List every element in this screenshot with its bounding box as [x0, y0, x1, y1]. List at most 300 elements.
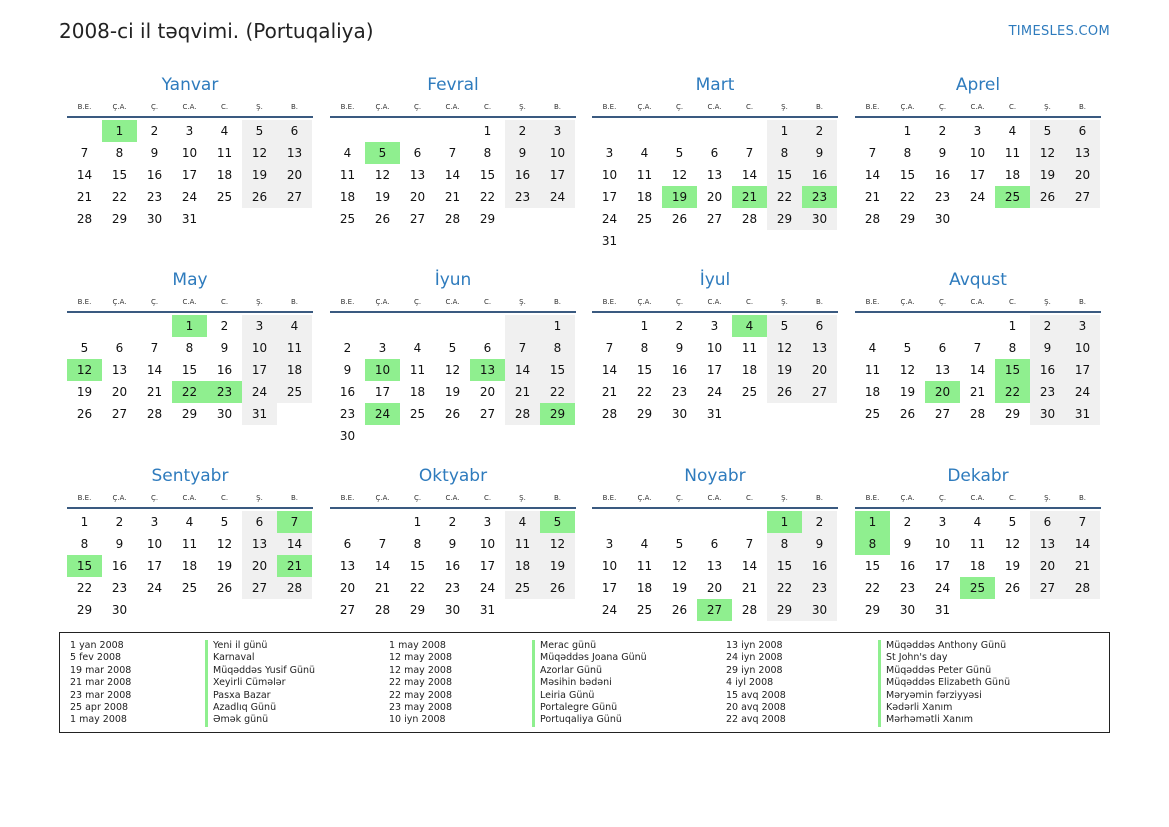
- empty-cell: [697, 511, 732, 533]
- weekday-header: [67, 100, 313, 114]
- day-cell: 27: [1065, 186, 1100, 208]
- empty-cell: [1030, 599, 1065, 621]
- day-cell: 4: [868, 341, 877, 355]
- day-cell: 12: [444, 363, 461, 377]
- day-cell: 3: [605, 537, 614, 551]
- holiday-day-cell: 5: [365, 142, 400, 164]
- day-cell: 10: [146, 537, 163, 551]
- day-cell: 26: [374, 212, 391, 226]
- weekday-label: B.E.: [865, 298, 880, 306]
- holiday-day-cell: 20: [925, 381, 960, 403]
- day-cell: 26: [540, 577, 575, 599]
- day-cell: 13: [242, 533, 277, 555]
- day-cell: 21: [374, 581, 391, 595]
- day-cell: 10: [601, 559, 618, 573]
- day-cell: 24: [479, 581, 496, 595]
- day-cell: 28: [864, 212, 881, 226]
- page-title: 2008-ci il təqvimi. (Portuqaliya): [59, 19, 374, 43]
- empty-cell: [470, 425, 505, 447]
- empty-cell: [242, 208, 277, 230]
- day-cell: 4: [413, 341, 422, 355]
- day-cell: 17: [706, 363, 723, 377]
- weekday-header: [330, 295, 576, 309]
- day-cell: 20: [479, 385, 496, 399]
- month-name: İyun: [434, 270, 472, 290]
- weekday-label: C.A.: [970, 494, 985, 502]
- empty-cell: [400, 315, 435, 337]
- holiday-date: 15 avq 2008: [726, 689, 786, 701]
- day-cell: 28: [969, 407, 986, 421]
- empty-cell: [732, 230, 767, 252]
- day-cell: 30: [802, 599, 837, 621]
- day-cell: 11: [409, 363, 426, 377]
- day-cell: 6: [483, 341, 492, 355]
- day-cell: 27: [242, 577, 277, 599]
- day-cell: 12: [671, 168, 688, 182]
- day-grid: [855, 511, 1101, 621]
- holiday-name: Portalegre Günü: [532, 702, 647, 714]
- weekday-label: B.E.: [340, 103, 355, 111]
- day-cell: 14: [969, 363, 986, 377]
- day-cell: 25: [864, 407, 881, 421]
- day-cell: 23: [1030, 381, 1065, 403]
- holiday-name: Pasxa Bazar: [205, 690, 315, 702]
- day-cell: 30: [802, 208, 837, 230]
- weekday-label: B.: [1078, 298, 1087, 306]
- holiday-name: Müqəddəs Peter Günü: [878, 665, 1010, 677]
- header-divider: [330, 507, 576, 509]
- day-cell: 2: [938, 124, 947, 138]
- day-cell: 10: [1065, 337, 1100, 359]
- holiday-name: Məryəmin fərziyyəsi: [878, 690, 1010, 702]
- day-grid: [592, 120, 838, 252]
- day-cell: 8: [640, 341, 649, 355]
- day-cell: 28: [444, 212, 461, 226]
- empty-cell: [995, 208, 1030, 230]
- header-divider: [592, 311, 838, 313]
- empty-cell: [505, 599, 540, 621]
- header-divider: [67, 507, 313, 509]
- weekday-label: Ç.A.: [900, 298, 915, 306]
- empty-cell: [732, 120, 767, 142]
- day-cell: 29: [479, 212, 496, 226]
- holiday-date: 22 may 2008: [389, 677, 453, 689]
- month-block: [855, 269, 1101, 425]
- day-grid: [330, 315, 576, 447]
- holiday-day-cell: 5: [540, 511, 575, 533]
- holiday-date: 12 may 2008: [389, 652, 453, 664]
- day-cell: 13: [277, 142, 312, 164]
- day-cell: 11: [1004, 146, 1021, 160]
- day-cell: 10: [479, 537, 496, 551]
- holiday-name: Müqəddəs Yusif Günü: [205, 665, 315, 677]
- weekday-label: B.: [815, 298, 824, 306]
- day-cell: 31: [706, 407, 723, 421]
- day-cell: 20: [111, 385, 128, 399]
- day-cell: 8: [115, 146, 124, 160]
- day-cell: 16: [111, 559, 128, 573]
- day-cell: 18: [409, 385, 426, 399]
- day-cell: 24: [601, 212, 618, 226]
- empty-cell: [67, 120, 102, 142]
- empty-cell: [802, 403, 837, 425]
- day-cell: 23: [339, 407, 356, 421]
- day-cell: 26: [444, 407, 461, 421]
- day-cell: 14: [741, 168, 758, 182]
- day-cell: 6: [242, 511, 277, 533]
- day-cell: 24: [540, 186, 575, 208]
- month-block: [855, 465, 1101, 621]
- day-cell: 7: [150, 341, 159, 355]
- day-cell: 30: [216, 407, 233, 421]
- day-cell: 17: [181, 168, 198, 182]
- day-cell: 22: [76, 581, 93, 595]
- holiday-day-cell: 1: [855, 511, 890, 533]
- day-cell: 8: [413, 537, 422, 551]
- day-cell: 27: [409, 212, 426, 226]
- day-cell: 29: [409, 603, 426, 617]
- empty-cell: [365, 120, 400, 142]
- day-cell: 28: [146, 407, 163, 421]
- day-cell: 10: [242, 337, 277, 359]
- day-cell: 3: [1065, 315, 1100, 337]
- weekday-label: C.: [745, 298, 754, 306]
- weekday-label: C.: [220, 494, 229, 502]
- day-cell: 26: [1004, 581, 1021, 595]
- day-cell: 7: [505, 337, 540, 359]
- day-cell: 14: [444, 168, 461, 182]
- day-cell: 3: [973, 124, 982, 138]
- day-cell: 19: [540, 555, 575, 577]
- empty-cell: [242, 599, 277, 621]
- empty-cell: [627, 511, 662, 533]
- month-name: Yanvar: [161, 75, 219, 95]
- weekday-label: Ç.: [675, 103, 684, 111]
- weekday-label: B.: [553, 103, 562, 111]
- month-name: Dekabr: [947, 466, 1009, 486]
- holiday-day-cell: 29: [540, 403, 575, 425]
- day-cell: 5: [220, 515, 229, 529]
- day-cell: 29: [636, 407, 653, 421]
- weekday-label: C.: [220, 103, 229, 111]
- day-cell: 21: [146, 385, 163, 399]
- holiday-name: Karnaval: [205, 652, 315, 664]
- day-cell: 14: [601, 363, 618, 377]
- weekday-label: B.E.: [602, 298, 617, 306]
- day-cell: 15: [864, 559, 881, 573]
- weekday-label: Ş.: [781, 103, 788, 111]
- day-cell: 20: [277, 164, 312, 186]
- day-cell: 3: [185, 124, 194, 138]
- day-cell: 14: [374, 559, 391, 573]
- day-cell: 30: [1030, 403, 1065, 425]
- weekday-label: Ç.A.: [112, 494, 127, 502]
- day-cell: 3: [483, 515, 492, 529]
- day-grid: [855, 120, 1101, 230]
- day-cell: 25: [741, 385, 758, 399]
- day-cell: 3: [605, 146, 614, 160]
- empty-cell: [662, 230, 697, 252]
- weekday-label: C.A.: [707, 103, 722, 111]
- day-cell: 30: [444, 603, 461, 617]
- month-name: Fevral: [427, 75, 479, 95]
- empty-cell: [995, 599, 1030, 621]
- day-cell: 28: [601, 407, 618, 421]
- holiday-day-cell: 22: [995, 381, 1030, 403]
- weekday-label: Ç.A.: [112, 298, 127, 306]
- day-cell: 13: [706, 168, 723, 182]
- day-cell: 30: [899, 603, 916, 617]
- day-cell: 13: [409, 168, 426, 182]
- day-cell: 8: [1008, 341, 1017, 355]
- day-cell: 30: [671, 407, 688, 421]
- holiday-day-cell: 4: [732, 315, 767, 337]
- weekday-label: B.E.: [340, 494, 355, 502]
- weekday-label: Ç.: [150, 494, 159, 502]
- weekday-label: Ş.: [781, 298, 788, 306]
- weekday-header: [855, 100, 1101, 114]
- day-cell: 19: [899, 385, 916, 399]
- day-cell: 30: [339, 429, 356, 443]
- weekday-label: Ş.: [519, 298, 526, 306]
- day-cell: 26: [242, 186, 277, 208]
- month-block: [330, 74, 576, 230]
- day-cell: 12: [767, 337, 802, 359]
- day-cell: 17: [601, 581, 618, 595]
- holiday-name: Məsihin bədəni: [532, 677, 647, 689]
- day-cell: 22: [111, 190, 128, 204]
- day-cell: 31: [242, 403, 277, 425]
- legend-name-column: [878, 640, 1010, 727]
- day-cell: 11: [277, 337, 312, 359]
- weekday-label: Ç.: [413, 298, 422, 306]
- month-name: Aprel: [955, 75, 1001, 95]
- weekday-label: Ç.: [675, 494, 684, 502]
- day-cell: 27: [706, 212, 723, 226]
- day-cell: 28: [505, 403, 540, 425]
- day-cell: 6: [1065, 120, 1100, 142]
- day-cell: 8: [767, 533, 802, 555]
- month-block: [330, 465, 576, 621]
- weekday-header: [855, 295, 1101, 309]
- day-cell: 21: [864, 190, 881, 204]
- day-cell: 16: [899, 559, 916, 573]
- day-cell: 24: [146, 581, 163, 595]
- day-cell: 2: [505, 120, 540, 142]
- day-cell: 31: [1065, 403, 1100, 425]
- day-cell: 20: [1065, 164, 1100, 186]
- day-cell: 14: [864, 168, 881, 182]
- empty-cell: [365, 425, 400, 447]
- day-cell: 26: [1030, 186, 1065, 208]
- holiday-name: Kədərli Xanım: [878, 702, 1010, 714]
- empty-cell: [1065, 208, 1100, 230]
- holiday-day-cell: 22: [172, 381, 207, 403]
- day-cell: 19: [767, 359, 802, 381]
- day-cell: 1: [767, 120, 802, 142]
- weekday-label: Ç.: [413, 494, 422, 502]
- holiday-name: Müqəddəs Joana Günü: [532, 652, 647, 664]
- day-cell: 23: [444, 581, 461, 595]
- day-cell: 22: [767, 577, 802, 599]
- empty-cell: [277, 599, 312, 621]
- day-cell: 12: [216, 537, 233, 551]
- day-cell: 9: [115, 537, 124, 551]
- day-cell: 26: [767, 381, 802, 403]
- day-cell: 26: [76, 407, 93, 421]
- weekday-label: Ç.A.: [375, 103, 390, 111]
- month-name: Mart: [695, 75, 735, 95]
- day-cell: 22: [409, 581, 426, 595]
- empty-cell: [435, 425, 470, 447]
- day-grid: [330, 511, 576, 621]
- weekday-label: Ç.A.: [637, 298, 652, 306]
- weekday-label: B.E.: [865, 494, 880, 502]
- holiday-date: 10 iyn 2008: [389, 714, 446, 726]
- day-cell: 17: [969, 168, 986, 182]
- day-cell: 9: [150, 146, 159, 160]
- day-cell: 5: [767, 315, 802, 337]
- day-cell: 19: [216, 559, 233, 573]
- day-cell: 17: [374, 385, 391, 399]
- day-cell: 7: [745, 146, 754, 160]
- holiday-date: 29 iyn 2008: [726, 664, 783, 676]
- day-cell: 20: [706, 581, 723, 595]
- empty-cell: [627, 120, 662, 142]
- day-cell: 19: [1004, 559, 1021, 573]
- day-grid: [855, 315, 1101, 425]
- day-cell: 13: [1030, 533, 1065, 555]
- day-cell: 6: [1030, 511, 1065, 533]
- day-cell: 15: [181, 363, 198, 377]
- holiday-name: Azorlar Günü: [532, 665, 647, 677]
- empty-cell: [890, 315, 925, 337]
- weekday-label: C.A.: [182, 298, 197, 306]
- day-cell: 14: [146, 363, 163, 377]
- empty-cell: [855, 120, 890, 142]
- day-cell: 11: [181, 537, 198, 551]
- day-cell: 24: [969, 190, 986, 204]
- day-cell: 12: [899, 363, 916, 377]
- day-cell: 19: [242, 164, 277, 186]
- weekday-label: Ş.: [519, 494, 526, 502]
- day-cell: 7: [80, 146, 89, 160]
- month-name: Noyabr: [684, 466, 746, 486]
- day-cell: 16: [1030, 359, 1065, 381]
- day-cell: 16: [216, 363, 233, 377]
- day-cell: 31: [181, 212, 198, 226]
- holiday-name: Merac günü: [532, 640, 647, 652]
- day-cell: 13: [934, 363, 951, 377]
- day-cell: 1: [903, 124, 912, 138]
- day-cell: 11: [864, 363, 881, 377]
- day-cell: 11: [969, 537, 986, 551]
- holiday-name: Leiria Günü: [532, 690, 647, 702]
- holiday-name: Yeni il günü: [205, 640, 315, 652]
- day-cell: 25: [636, 212, 653, 226]
- day-cell: 11: [636, 168, 653, 182]
- day-cell: 8: [767, 142, 802, 164]
- day-cell: 28: [1065, 577, 1100, 599]
- weekday-label: Ç.: [150, 103, 159, 111]
- holiday-date: 21 mar 2008: [70, 677, 132, 689]
- weekday-header: [855, 491, 1101, 505]
- weekday-label: Ş.: [1044, 494, 1051, 502]
- day-cell: 15: [636, 363, 653, 377]
- empty-cell: [960, 315, 995, 337]
- day-cell: 10: [540, 142, 575, 164]
- day-cell: 22: [899, 190, 916, 204]
- legend-name-column: [205, 640, 315, 727]
- empty-cell: [662, 120, 697, 142]
- day-cell: 23: [111, 581, 128, 595]
- month-block: [67, 269, 313, 425]
- day-cell: 23: [802, 577, 837, 599]
- holiday-day-cell: 13: [470, 359, 505, 381]
- day-cell: 16: [671, 363, 688, 377]
- weekday-label: C.: [483, 298, 492, 306]
- weekday-label: Ç.A.: [375, 298, 390, 306]
- day-cell: 14: [76, 168, 93, 182]
- day-cell: 26: [671, 603, 688, 617]
- day-cell: 9: [802, 142, 837, 164]
- weekday-label: Ç.: [675, 298, 684, 306]
- day-cell: 6: [413, 146, 422, 160]
- holiday-date: 12 may 2008: [389, 664, 453, 676]
- brand-link[interactable]: TIMESLES.COM: [1008, 24, 1110, 39]
- weekday-label: C.A.: [707, 494, 722, 502]
- holiday-date: 4 iyl 2008: [726, 677, 774, 689]
- day-cell: 5: [448, 341, 457, 355]
- day-cell: 1: [540, 315, 575, 337]
- holiday-name: St John's day: [878, 652, 1010, 664]
- day-cell: 12: [540, 533, 575, 555]
- day-cell: 7: [1065, 511, 1100, 533]
- day-cell: 8: [483, 146, 492, 160]
- day-cell: 15: [540, 359, 575, 381]
- weekday-label: B.E.: [77, 494, 92, 502]
- empty-cell: [400, 425, 435, 447]
- day-cell: 15: [899, 168, 916, 182]
- legend-date-column: [726, 640, 786, 727]
- day-cell: 19: [1030, 164, 1065, 186]
- holiday-day-cell: 15: [67, 555, 102, 577]
- weekday-label: B.: [290, 494, 299, 502]
- empty-cell: [697, 230, 732, 252]
- day-cell: 4: [640, 537, 649, 551]
- day-cell: 18: [741, 363, 758, 377]
- day-cell: 17: [601, 190, 618, 204]
- day-cell: 18: [636, 581, 653, 595]
- day-cell: 11: [741, 341, 758, 355]
- weekday-label: C.: [483, 494, 492, 502]
- empty-cell: [855, 315, 890, 337]
- day-cell: 25: [277, 381, 312, 403]
- day-grid: [592, 315, 838, 425]
- day-cell: 6: [277, 120, 312, 142]
- weekday-label: Ç.A.: [637, 494, 652, 502]
- weekday-label: Ş.: [256, 103, 263, 111]
- day-cell: 17: [242, 359, 277, 381]
- weekday-header: [330, 100, 576, 114]
- weekday-label: C.: [1008, 298, 1017, 306]
- day-cell: 27: [1030, 577, 1065, 599]
- weekday-header: [67, 491, 313, 505]
- day-cell: 6: [802, 315, 837, 337]
- day-cell: 18: [339, 190, 356, 204]
- day-cell: 28: [741, 603, 758, 617]
- month-name: May: [172, 270, 208, 290]
